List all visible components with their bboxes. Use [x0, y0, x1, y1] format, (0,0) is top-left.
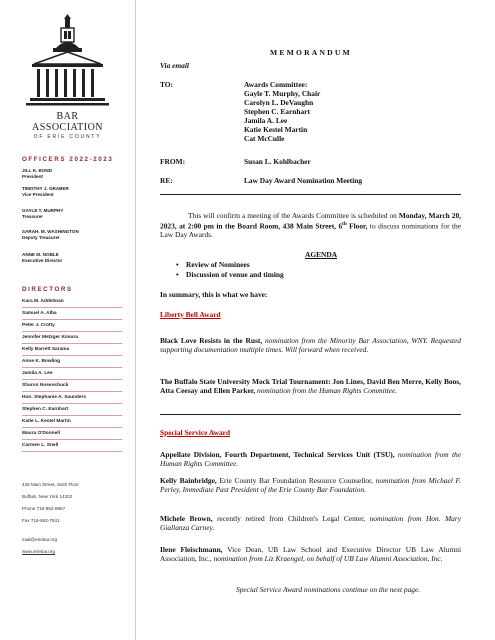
nomination-entry: [160, 377, 461, 395]
agenda-item: • Discussion of venue and timing: [176, 270, 284, 279]
officer-name: TIMOTHY J. GRABER: [22, 186, 69, 191]
meeting-floor: Floor,: [346, 221, 368, 231]
intro-paragraph: [160, 211, 461, 239]
to-recipient: Stephen C. Earnhart: [244, 107, 310, 116]
nominee-name: Black Love Resists in the Rust,: [160, 336, 263, 345]
officer-name: GAYLE T. MURPHY: [22, 208, 64, 213]
director-name: Jamila A. Lee: [22, 371, 53, 376]
to-recipient: Gayle T. Murphy, Chair: [244, 89, 321, 98]
officer-entry: [22, 168, 52, 180]
nomination-entry: [160, 545, 461, 563]
nomination-entry: [160, 514, 461, 532]
nominee-name: The Buffalo State University Mock Trial Tournament: Jon Lines, David Ben Merre, Kelly Boos, Atta Ceesay and Ellen Parker,: [160, 377, 461, 395]
address-line-1: 438 Main Street, Sixth Floor: [22, 482, 79, 487]
officer-entry: [22, 186, 69, 198]
directors-heading: DIRECTORS: [22, 286, 73, 293]
director-name: Anne K. Bowling: [22, 359, 61, 364]
to-recipient: Carolyn L. DeVaughn: [244, 98, 314, 107]
officer-entry: [22, 252, 62, 264]
fax-number: Fax 716-852-7641: [22, 518, 60, 523]
director-name: Kelly Barrett Sarama: [22, 347, 70, 352]
director-name: Hon. Stephanie A. Saunders: [22, 395, 87, 400]
officer-entry: [22, 229, 79, 241]
nominee-name: Ilene Fleischmann,: [160, 545, 223, 554]
website-link[interactable]: www.eriebar.org: [22, 549, 55, 554]
meeting-details: Monday, March 20, 2023, at 2:00 pm in the Board Room, 438 Main Street, 6: [160, 211, 461, 231]
special-service-heading: Special Service Award: [160, 428, 231, 437]
continued-note: Special Service Award nominations continue on the next page.: [236, 585, 421, 594]
agenda-heading: AGENDA: [305, 250, 338, 259]
agenda-item: • Review of Nominees: [176, 260, 250, 269]
re-label: RE:: [160, 176, 173, 185]
director-name: Samuel A. Alba: [22, 311, 57, 316]
header-divider: [160, 194, 461, 195]
director-name: Stephen C. Earnhart: [22, 407, 69, 412]
officer-name: ANNE M. NOBLE: [22, 252, 59, 257]
nominee-name: Michele Brown,: [160, 514, 213, 523]
officer-role: Executive Director: [22, 258, 63, 263]
nomination-entry: [160, 476, 461, 494]
officer-entry: [22, 208, 63, 220]
officer-role: President: [22, 174, 43, 179]
nominee-name: Appellate Division, Fourth Department, Technical Services Unit (TSU),: [160, 450, 395, 459]
ordinal-suffix: th: [342, 222, 347, 227]
liberty-bell-heading: Liberty Bell Award: [160, 310, 221, 319]
summary-line: In summary, this is what we have:: [160, 290, 268, 299]
nomination-source: nomination from Liz Kraengel, on behalf of UB Law Alumni Association, Inc.: [213, 554, 443, 563]
officer-name: SARAH. M. WASHINGTON: [22, 229, 79, 234]
to-recipient: Katie Kestel Martin: [244, 125, 308, 134]
nomination-source: nomination from the Minority Bar Association, WNY. Requested supporting documentation multiple times. Will forward when received.: [160, 336, 461, 354]
phone-number: Phone 716-852-8687: [22, 506, 66, 511]
to-recipient: Cat McCulle: [244, 134, 285, 143]
nomination-source: nomination from Michael F. Perley, Immediate Past President of the Erie County Bar Foundation.: [160, 476, 461, 494]
director-name: Kara M. Addelman: [22, 299, 64, 304]
intro-text: This will confirm a meeting of the Awards Committee is scheduled on: [188, 211, 399, 220]
director-name: Sharon Nosenchuck: [22, 383, 69, 388]
officer-role: Deputy Treasurer: [22, 235, 60, 240]
nomination-source: nomination from Hon. Mary Giallanza Carney.: [160, 514, 462, 532]
from-value: Susan L. Kohlbacher: [244, 157, 311, 166]
intro-purpose: to discuss nominations for the Law Day Awards.: [160, 221, 461, 240]
org-subtitle: OF ERIE COUNTY: [33, 134, 102, 140]
officer-role: Treasurer: [22, 214, 43, 219]
director-name: Katie L. Kestel Martin: [22, 419, 71, 424]
address-line-2: Buffalo, New York 14202: [22, 494, 73, 499]
email-address: mail@eriebar.org: [22, 537, 58, 542]
org-name: BAR ASSOCIATION: [31, 111, 104, 133]
nominee-title: Vice Dean, UB Law School and Executive Director UB Law Alumni Association, Inc.,: [160, 545, 462, 563]
via-email: Via email: [160, 61, 189, 70]
director-name: Maura O'Donnell: [22, 431, 60, 436]
nomination-source: nomination from the Human Rights Committee.: [160, 450, 461, 468]
courthouse-icon: [20, 14, 115, 109]
nominee-title: Erie County Bar Foundation Resource Counsellor,: [216, 476, 376, 485]
director-name: Jennifer Metzger Kimura: [22, 335, 78, 340]
memo-title: MEMORANDUM: [270, 48, 352, 57]
to-recipient: Awards Committee:: [244, 80, 308, 89]
to-recipient: Jamila A. Lee: [244, 116, 288, 125]
officer-role: Vice President: [22, 192, 54, 197]
agenda-item-text: Discussion of venue and timing: [186, 270, 284, 279]
from-label: FROM:: [160, 157, 186, 166]
section-divider: [160, 414, 461, 415]
officer-name: JILL K. BOND: [22, 168, 53, 173]
nominee-name: Kelly Bainbridge,: [160, 476, 217, 485]
nomination-entry: [160, 336, 461, 354]
bar-association-logo: [20, 14, 115, 140]
agenda-item-text: Review of Nominees: [186, 260, 250, 269]
memo-body: [160, 0, 472, 640]
nomination-entry: [160, 450, 461, 468]
officers-heading: OFFICERS 2022-2023: [22, 156, 114, 163]
letterhead-sidebar: [0, 0, 136, 640]
nomination-source: nomination from the Human Rights Committee.: [255, 386, 398, 395]
nominee-title: recently retired from Children's Legal Center,: [212, 514, 370, 523]
director-name: Carmen L. Snell: [22, 443, 59, 448]
re-value: Law Day Award Nomination Meeting: [244, 176, 363, 185]
director-name: Peter J. Crotty: [22, 323, 55, 328]
to-label: TO:: [160, 80, 174, 89]
